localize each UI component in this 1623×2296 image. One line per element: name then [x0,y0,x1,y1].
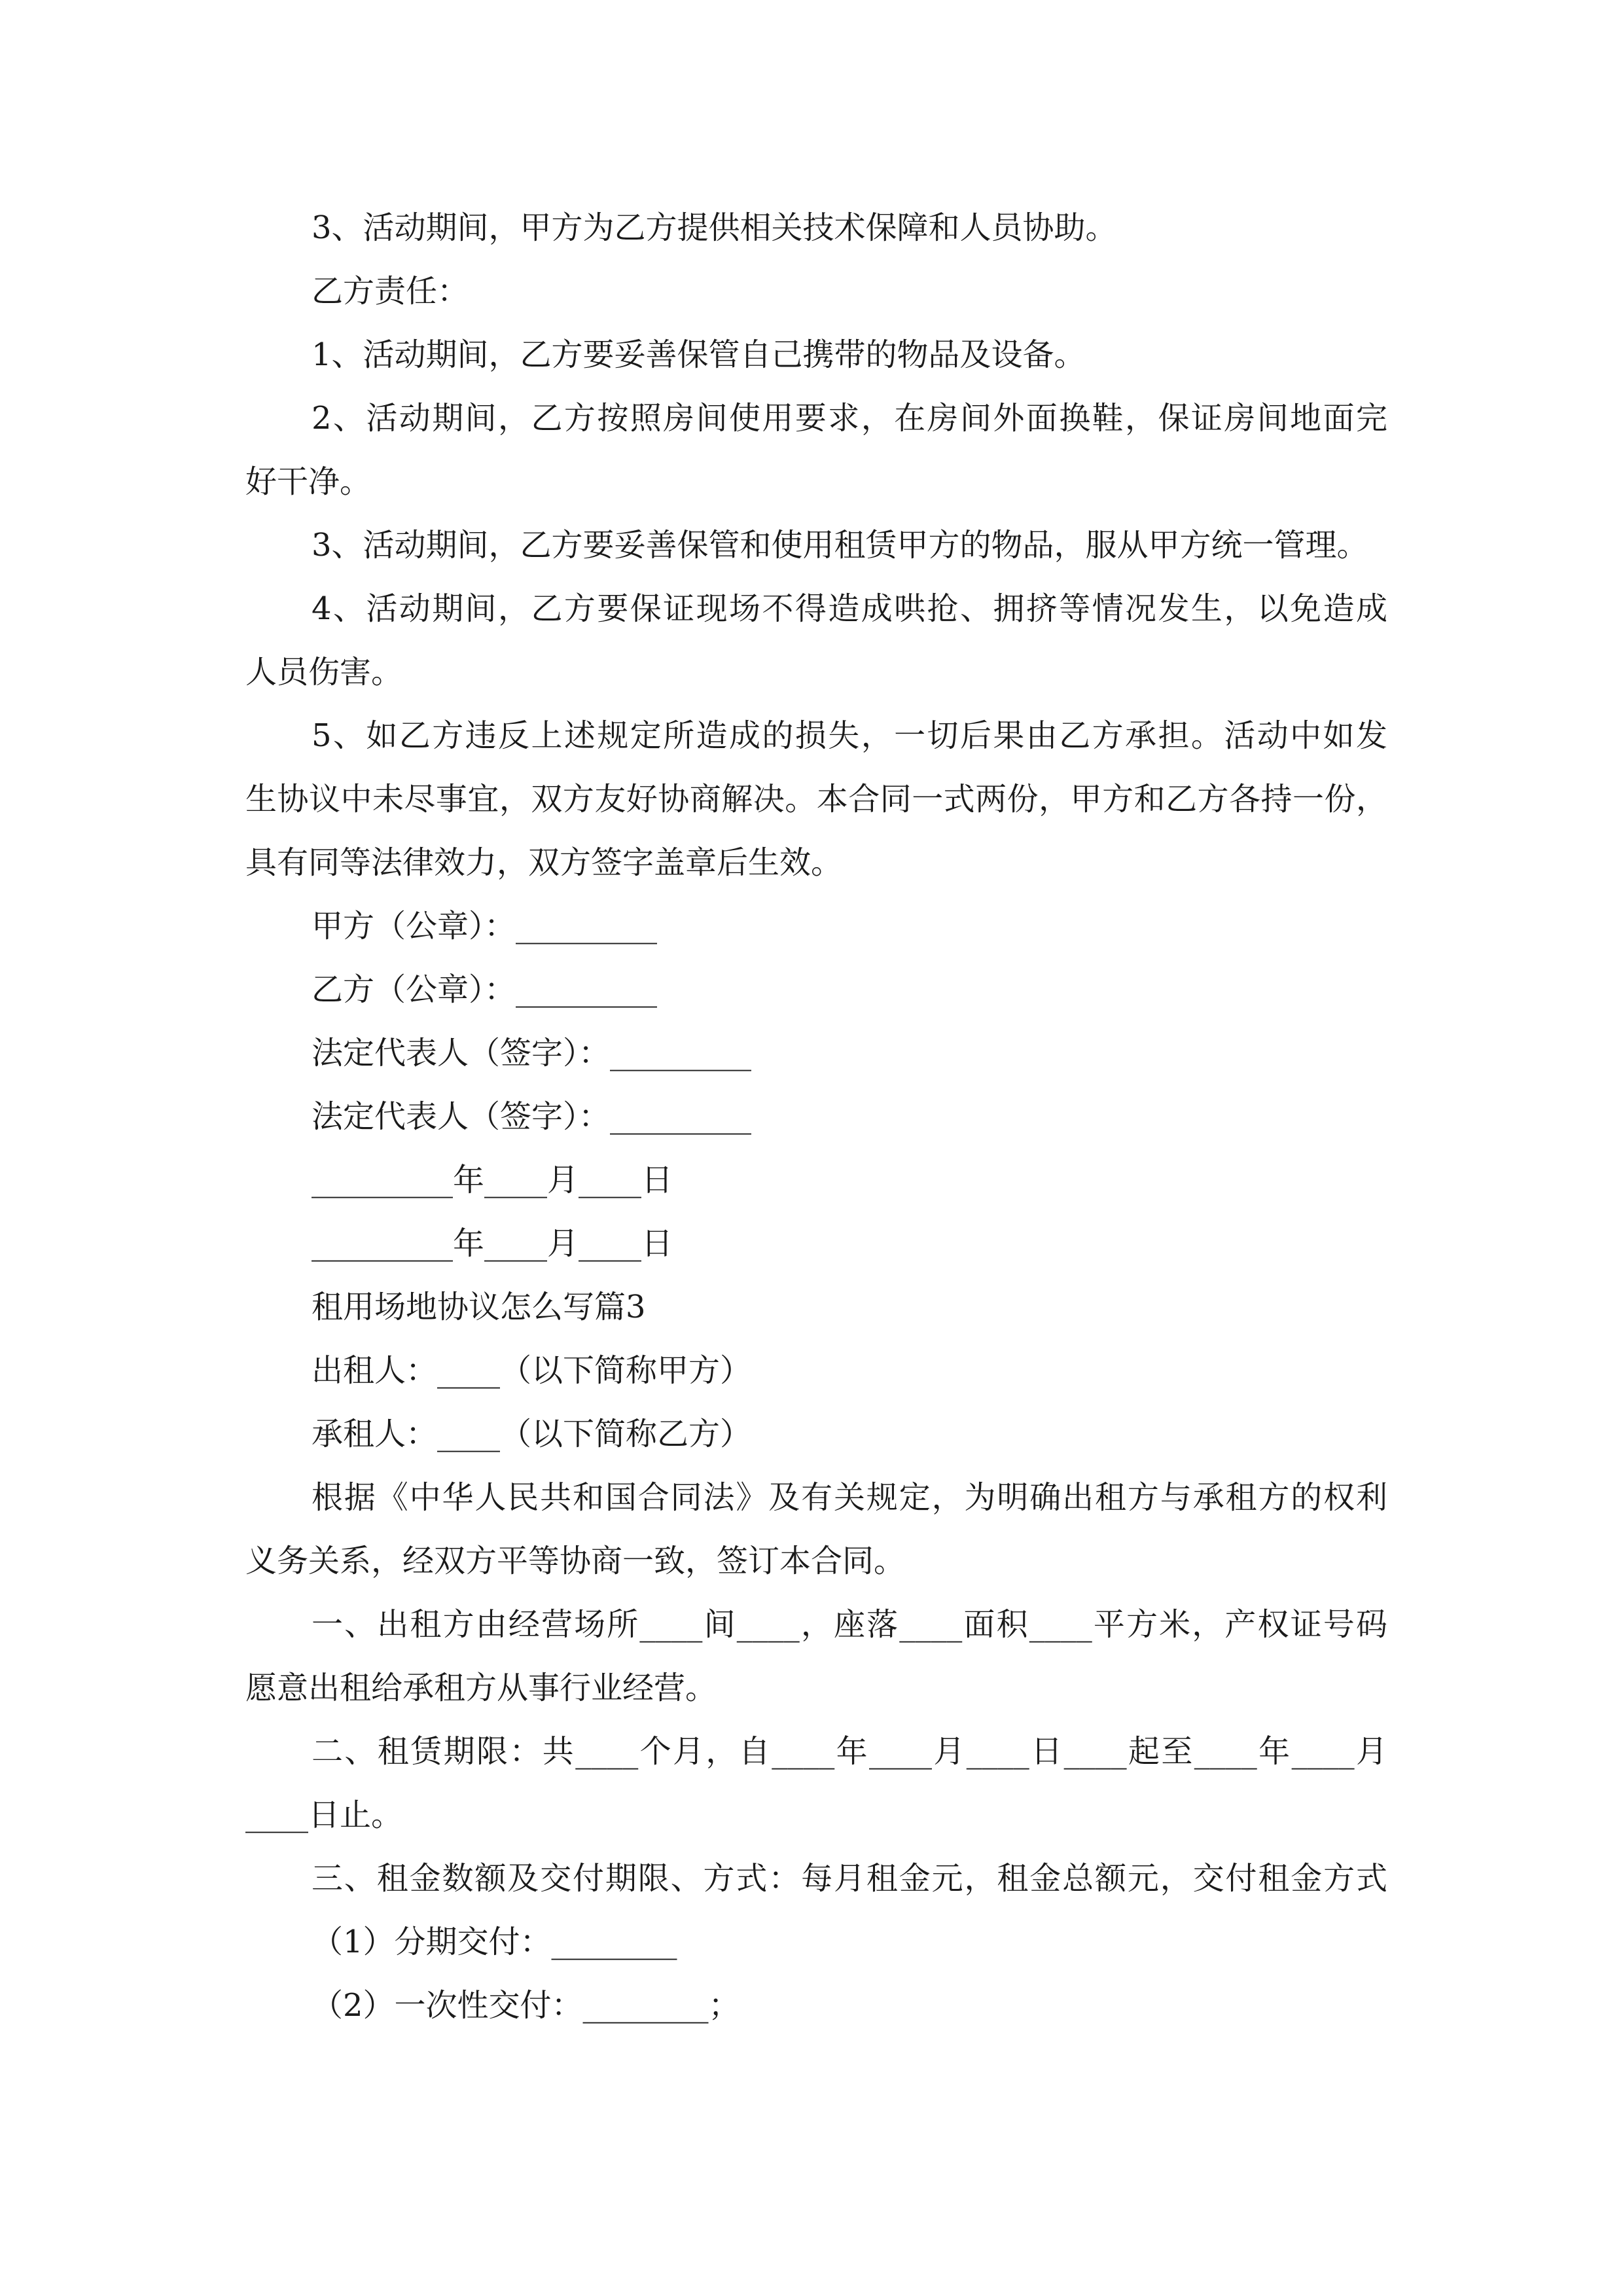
text-line: 租用场地协议怎么写篇3 [312,1289,646,1325]
text-line: 法定代表人（签字）：_________ [312,1035,752,1071]
text-line: （1）分期交付：________ [312,1924,677,1960]
text-line: 1、活动期间，乙方要妥善保管自己携带的物品及设备。 [312,336,1086,373]
text-line: 三、租金数额及交付期限、方式：每月租金元，租金总额元，交付租金方式 [312,1860,1387,1897]
text-line: 甲方（公章）：_________ [312,908,658,944]
text-line: 人员伤害。 [245,654,403,691]
text-line: 生协议中未尽事宜，双方友好协商解决。本合同一式两份，甲方和乙方各持一份， [245,781,1387,817]
text-line: ____日止。 [245,1797,403,1833]
text-line: 具有同等法律效力，双方签字盖章后生效。 [245,844,843,881]
text-line: 5、如乙方违反上述规定所造成的损失，一切后果由乙方承担。活动中如发 [312,717,1387,754]
text-line: 3、活动期间，乙方要妥善保管和使用租赁甲方的物品，服从甲方统一管理。 [312,527,1368,564]
text-line: （2）一次性交付：________； [312,1987,740,2024]
text-line: _________年____月____日 [312,1162,673,1198]
document-body [245,196,1387,2037]
text-line: 3、活动期间，甲方为乙方提供相关技术保障和人员协助。 [312,209,1117,246]
text-line: 2、活动期间，乙方按照房间使用要求，在房间外面换鞋，保证房间地面完 [312,400,1387,437]
text-line: 法定代表人（签字）：_________ [312,1098,752,1135]
text-line: 出租人：____（以下简称甲方） [312,1352,752,1389]
text-line: 好干净。 [245,463,372,500]
text-line: 二、租赁期限：共____个月，自____年____月____日____起至____年____月 [312,1733,1387,1770]
text-line: 愿意出租给承租方从事行业经营。 [245,1670,717,1706]
text-line: 4、活动期间，乙方要保证现场不得造成哄抢、拥挤等情况发生，以免造成 [312,590,1387,627]
text-line: _________年____月____日 [312,1225,673,1262]
text-line: 义务关系，经双方平等协商一致，签订本合同。 [245,1543,906,1579]
text-line: 乙方（公章）：_________ [312,971,658,1008]
text-line: 根据《中华人民共和国合同法》及有关规定，为明确出租方与承租方的权利 [312,1479,1387,1516]
text-line: 一、出租方由经营场所____间____，座落____面积____平方米，产权证号码 [312,1606,1387,1643]
text-line: 乙方责任： [312,273,469,310]
text-line: 承租人：____（以下简称乙方） [312,1416,752,1452]
